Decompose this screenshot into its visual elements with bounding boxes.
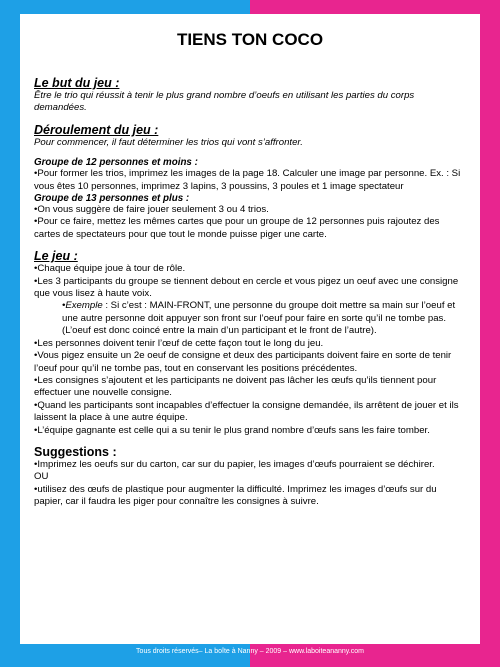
example-text: : Si c’est : MAIN-FRONT, une personne du groupe doit mettre sa main sur l’oeuf et une autre personne doit appuyer son front sur l’oeuf pour faire en sorte qu’il ne tombe pas. (L’oeuf est donc coincé entre la main d’un participant et le front de l’autre). (62, 300, 456, 337)
jeu-bullet-6: •Quand les participants sont incapables d’effectuer la consigne demandée, ils arrêtent de jouer et ils laissent la place à une autre équipe. (34, 399, 459, 424)
group2-bullet-1: •On vous suggère de faire jouer seulement 3 ou 4 trios. (34, 204, 269, 216)
group2-heading: Groupe de 13 personnes et plus : (34, 193, 190, 205)
group1-heading: Groupe de 12 personnes et moins : (34, 157, 198, 169)
suggestions-ou: OU (34, 471, 49, 483)
section-heading-suggestions: Suggestions : (34, 444, 117, 459)
section-heading-jeu: Le jeu : (34, 249, 78, 264)
jeu-bullet-1: •Chaque équipe joue à tour de rôle. (34, 263, 186, 275)
group1-bullet: •Pour former les trios, imprimez les images de la page 18. Calculer une image par personne. Ex. : Si vous êtes 10 personnes, imprimez 3 lapins, 3 poussins, 3 poules et 1 image spectateur (34, 168, 461, 192)
jeu-bullet-5: •Les consignes s’ajoutent et les participants ne doivent pas lâcher les œufs qu’ils tiennent pour effectuer une nouvelle consigne. (34, 374, 437, 399)
example-label: •Exemple (62, 300, 103, 312)
footer-copyright: Tous droits réservés– La boîte à Nanny – 2009 – www.laboiteananny.com (136, 648, 364, 655)
jeu-bullet-7: •L’équipe gagnante est celle qui a su tenir le plus grand nombre d’œufs sans les faire tomber. (34, 424, 430, 436)
section-heading-but: Le but du jeu : (34, 76, 120, 90)
jeu-example (62, 300, 466, 337)
suggestions-bullet-1: •Imprimez les oeufs sur du carton, car sur du papier, les images d’œufs pourraient se déchirer. (34, 458, 435, 470)
group2-bullet-2: •Pour ce faire, mettez les mêmes cartes que pour un groupe de 12 personnes puis rajoutez des cartes de spectateurs pour que tout le monde puisse piger une carte. (34, 216, 440, 240)
jeu-bullet-3: •Les personnes doivent tenir l’œuf de cette façon tout le long du jeu. (34, 337, 324, 349)
jeu-bullet-2: •Les 3 participants du groupe se tiennent debout en cercle et vous pigez un oeuf avec une consigne que vous lisez à haute voix. (34, 275, 459, 300)
document-card (20, 14, 480, 644)
suggestions-bullet-2: •utilisez des œufs de plastique pour augmenter la difficulté. Imprimez les images d’œufs sur du papier, car il faudra les piger pour connaître les consignes à suivre. (34, 483, 437, 508)
deroulement-text: Pour commencer, il faut déterminer les trios qui vont s’affronter. (34, 136, 303, 148)
but-text: Être le trio qui réussit à tenir le plus grand nombre d’oeufs en utilisant les parties du corps demandées. (34, 90, 415, 114)
jeu-bullet-4: •Vous pigez ensuite un 2e oeuf de consigne et deux des participants doivent faire en sorte de tenir l’oeuf pour qu’il ne tombe pas, tout en conservant les positions précédentes. (34, 350, 452, 374)
section-heading-deroulement: Déroulement du jeu : (34, 122, 159, 137)
page-title: TIENS TON COCO (176, 30, 324, 49)
